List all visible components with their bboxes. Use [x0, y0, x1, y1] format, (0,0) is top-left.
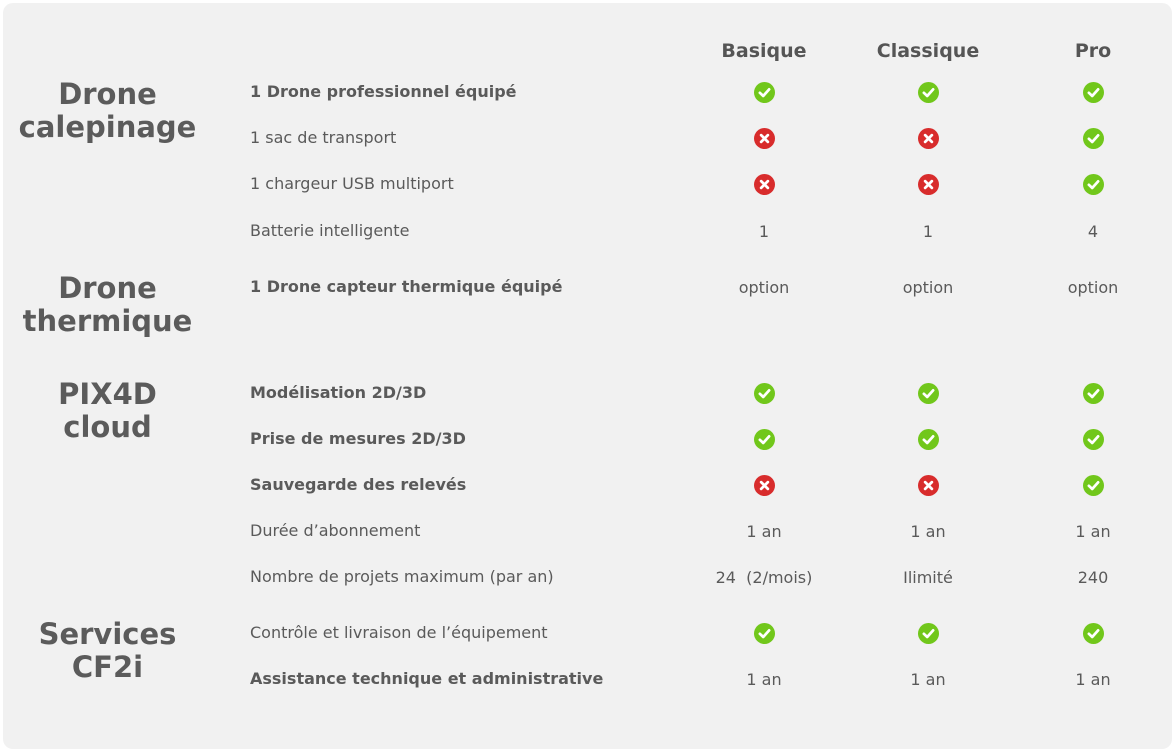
cell-value: 1 [758, 221, 770, 241]
plan-header-basique: Basique [721, 40, 807, 62]
feature-label: 1 Drone capteur thermique équipé [250, 277, 563, 296]
plan-cell-basique [684, 77, 844, 107]
feature-label: 1 chargeur USB multiport [250, 174, 454, 193]
check-circle-icon [1083, 475, 1104, 496]
cross-circle-icon [918, 128, 939, 149]
plan-cell-classique [848, 77, 1008, 107]
table-row [0, 618, 1175, 648]
plan-cell-classique [848, 169, 1008, 199]
cell-value: 1 an [746, 521, 782, 541]
plan-cell-pro [1013, 470, 1173, 500]
plan-cell-classique [848, 562, 1008, 592]
feature-label: 1 sac de transport [250, 128, 397, 147]
cell-value: 1 an [910, 669, 946, 689]
plan-cell-basique [684, 562, 844, 592]
table-row [0, 470, 1175, 500]
plan-cell-basique [684, 216, 844, 246]
plan-cell-pro [1013, 216, 1173, 246]
table-row [0, 664, 1175, 694]
plan-cell-pro [1013, 77, 1173, 107]
plan-header-classique: Classique [876, 40, 980, 62]
plan-cell-pro [1013, 516, 1173, 546]
table-row [0, 77, 1175, 107]
cell-value: 1 an [1075, 521, 1111, 541]
plan-cell-pro [1013, 169, 1173, 199]
table-row [0, 562, 1175, 592]
table-row [0, 516, 1175, 546]
plan-cell-pro [1013, 123, 1173, 153]
plan-cell-classique [848, 272, 1008, 302]
plan-cell-basique [684, 516, 844, 546]
plan-cell-classique [848, 470, 1008, 500]
check-circle-icon [918, 82, 939, 103]
cell-value: option [1067, 277, 1119, 297]
feature-label: Prise de mesures 2D/3D [250, 429, 466, 448]
feature-label: Assistance technique et administrative [250, 669, 604, 688]
cross-circle-icon [918, 174, 939, 195]
section-title: PIX4D cloud [58, 377, 157, 444]
plan-cell-classique [848, 378, 1008, 408]
check-circle-icon [754, 82, 775, 103]
cross-circle-icon [918, 475, 939, 496]
plan-cell-pro [1013, 378, 1173, 408]
check-circle-icon [754, 623, 775, 644]
plan-cell-classique [848, 516, 1008, 546]
check-circle-icon [754, 429, 775, 450]
cell-value: Ilimité [903, 567, 953, 587]
plan-cell-classique [848, 123, 1008, 153]
plan-header-pro: Pro [1074, 40, 1112, 62]
cell-value: option [902, 277, 954, 297]
cell-value: 1 [922, 221, 934, 241]
plan-cell-basique [684, 664, 844, 694]
feature-label: Durée d’abonnement [250, 521, 421, 540]
plan-cell-basique [684, 378, 844, 408]
check-circle-icon [1083, 623, 1104, 644]
table-row [0, 424, 1175, 454]
cell-value: 1 an [1075, 669, 1111, 689]
cross-circle-icon [754, 475, 775, 496]
plan-cell-pro [1013, 664, 1173, 694]
cross-circle-icon [754, 128, 775, 149]
plan-cell-basique [684, 272, 844, 302]
plan-cell-classique [848, 664, 1008, 694]
check-circle-icon [918, 623, 939, 644]
cell-value: 1 an [746, 669, 782, 689]
cell-value: 24 (2/mois) [715, 567, 813, 587]
cross-circle-icon [754, 174, 775, 195]
feature-label: Modélisation 2D/3D [250, 383, 427, 402]
check-circle-icon [1083, 174, 1104, 195]
cell-value: 4 [1087, 221, 1099, 241]
feature-label: Batterie intelligente [250, 221, 410, 240]
check-circle-icon [1083, 383, 1104, 404]
table-row [0, 272, 1175, 302]
plan-cell-classique [848, 618, 1008, 648]
check-circle-icon [1083, 128, 1104, 149]
plan-cell-basique [684, 123, 844, 153]
section-title: Drone thermique [22, 271, 193, 338]
check-circle-icon [918, 383, 939, 404]
table-row [0, 216, 1175, 246]
table-row [0, 123, 1175, 153]
cell-value: 240 [1077, 567, 1109, 587]
check-circle-icon [918, 429, 939, 450]
table-row [0, 378, 1175, 408]
section-title: Services CF2i [38, 617, 177, 684]
check-circle-icon [1083, 429, 1104, 450]
feature-label: Nombre de projets maximum (par an) [250, 567, 554, 586]
section-title: Drone calepinage [18, 77, 197, 144]
feature-label: Sauvegarde des relevés [250, 475, 467, 494]
plan-cell-classique [848, 424, 1008, 454]
plan-cell-basique [684, 470, 844, 500]
plan-cell-pro [1013, 562, 1173, 592]
plan-cell-basique [684, 169, 844, 199]
plan-cell-basique [684, 618, 844, 648]
table-row [0, 169, 1175, 199]
cell-value: option [738, 277, 790, 297]
check-circle-icon [754, 383, 775, 404]
feature-label: Contrôle et livraison de l’équipement [250, 623, 548, 642]
check-circle-icon [1083, 82, 1104, 103]
cell-value: 1 an [910, 521, 946, 541]
plan-cell-pro [1013, 618, 1173, 648]
plan-cell-pro [1013, 424, 1173, 454]
plan-cell-classique [848, 216, 1008, 246]
plan-cell-basique [684, 424, 844, 454]
plan-cell-pro [1013, 272, 1173, 302]
feature-label: 1 Drone professionnel équipé [250, 82, 517, 101]
